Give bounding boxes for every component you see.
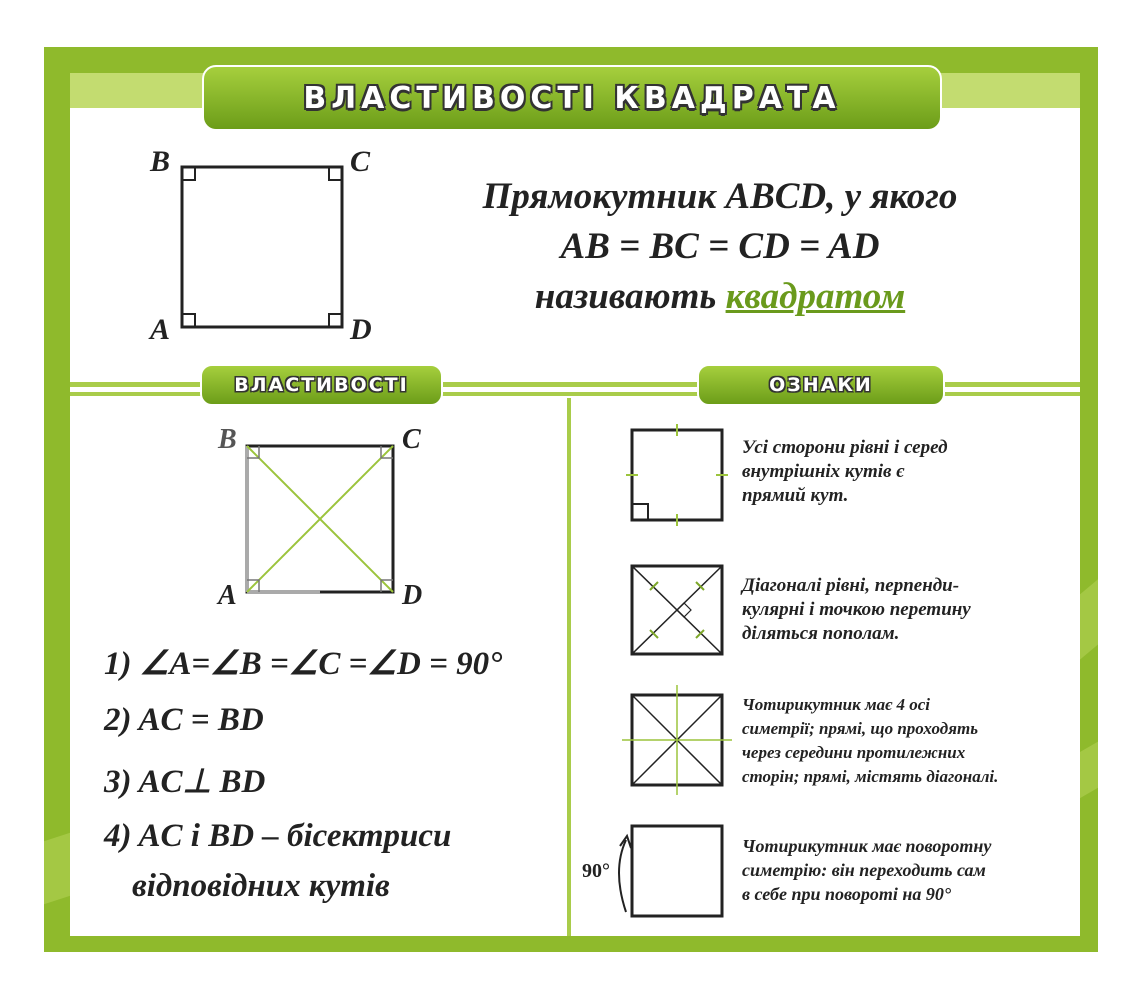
sign-1-line: Усі сторони рівні і серед — [742, 437, 948, 458]
sign-3-line: Чотирикутник має 4 осі — [742, 695, 930, 714]
vertex-label-d: D — [402, 580, 423, 611]
sign-1-line: прямий кут. — [742, 485, 849, 506]
sign-1-line: внутрішніх кутів є — [742, 461, 905, 482]
title-band-right — [940, 73, 1080, 113]
sign-2-line: діляться пополам. — [742, 623, 900, 644]
column-divider — [567, 398, 571, 936]
sign-3-line: сторін; прямі, містять діагоналі. — [742, 767, 999, 786]
section-header-signs — [697, 364, 945, 406]
vertex-label-a: A — [150, 313, 171, 346]
sign-3-line: через середини протилежних — [742, 743, 966, 762]
section-header-properties — [200, 364, 443, 406]
vertex-label-d: D — [350, 313, 372, 346]
page-title: ВЛАСТИВОСТІ КВАДРАТА — [303, 80, 841, 116]
property-item-4-continued: відповідних кутів — [132, 868, 390, 904]
definition-keyword: квадратом — [725, 276, 906, 317]
property-item-1: 1) ∠A=∠B =∠C =∠D = 90° — [104, 646, 503, 682]
sign-text-1 — [742, 436, 948, 508]
vertex-label-b: B — [218, 424, 237, 455]
definition-line-3 — [420, 272, 1020, 322]
sign-4-line: симетрію: він переходить сам — [742, 860, 986, 880]
sign-text-4 — [742, 834, 991, 906]
section-title-properties: ВЛАСТИВОСТІ — [234, 374, 409, 396]
sign-2-line: Діагоналі рівні, перпенди- — [742, 575, 960, 596]
vertex-label-c: C — [350, 145, 371, 178]
vertex-label-a: A — [218, 580, 237, 611]
sign-4-line: Чотирикутник має поворотну — [742, 836, 992, 856]
vertex-label-b: B — [150, 145, 171, 178]
sign-text-2 — [742, 574, 971, 646]
vertex-label-c: C — [402, 424, 421, 455]
sign-3-line: симетрії; прямі, що проходять — [742, 719, 978, 738]
sign-2-line: кулярні і точкою перетину — [742, 599, 971, 620]
title-band-left — [70, 73, 204, 113]
title-banner — [202, 65, 942, 131]
definition-prefix: називають — [534, 276, 726, 317]
definition-line-1: Прямокутник ABCD, у якого — [482, 176, 958, 217]
property-item-3: 3) AC⊥ BD — [104, 764, 266, 800]
sign-text-3 — [742, 693, 998, 789]
rotation-angle-label: 90° — [582, 860, 610, 882]
property-item-4: 4) AC і BD – бісектриси — [104, 818, 452, 854]
sign-4-line: в себе при повороті на 90° — [742, 884, 952, 904]
definition-text — [420, 172, 1020, 322]
property-item-2: 2) AC = BD — [104, 702, 264, 738]
definition-line-2: AB = BC = CD = AD — [560, 226, 880, 267]
section-title-signs: ОЗНАКИ — [769, 374, 873, 396]
